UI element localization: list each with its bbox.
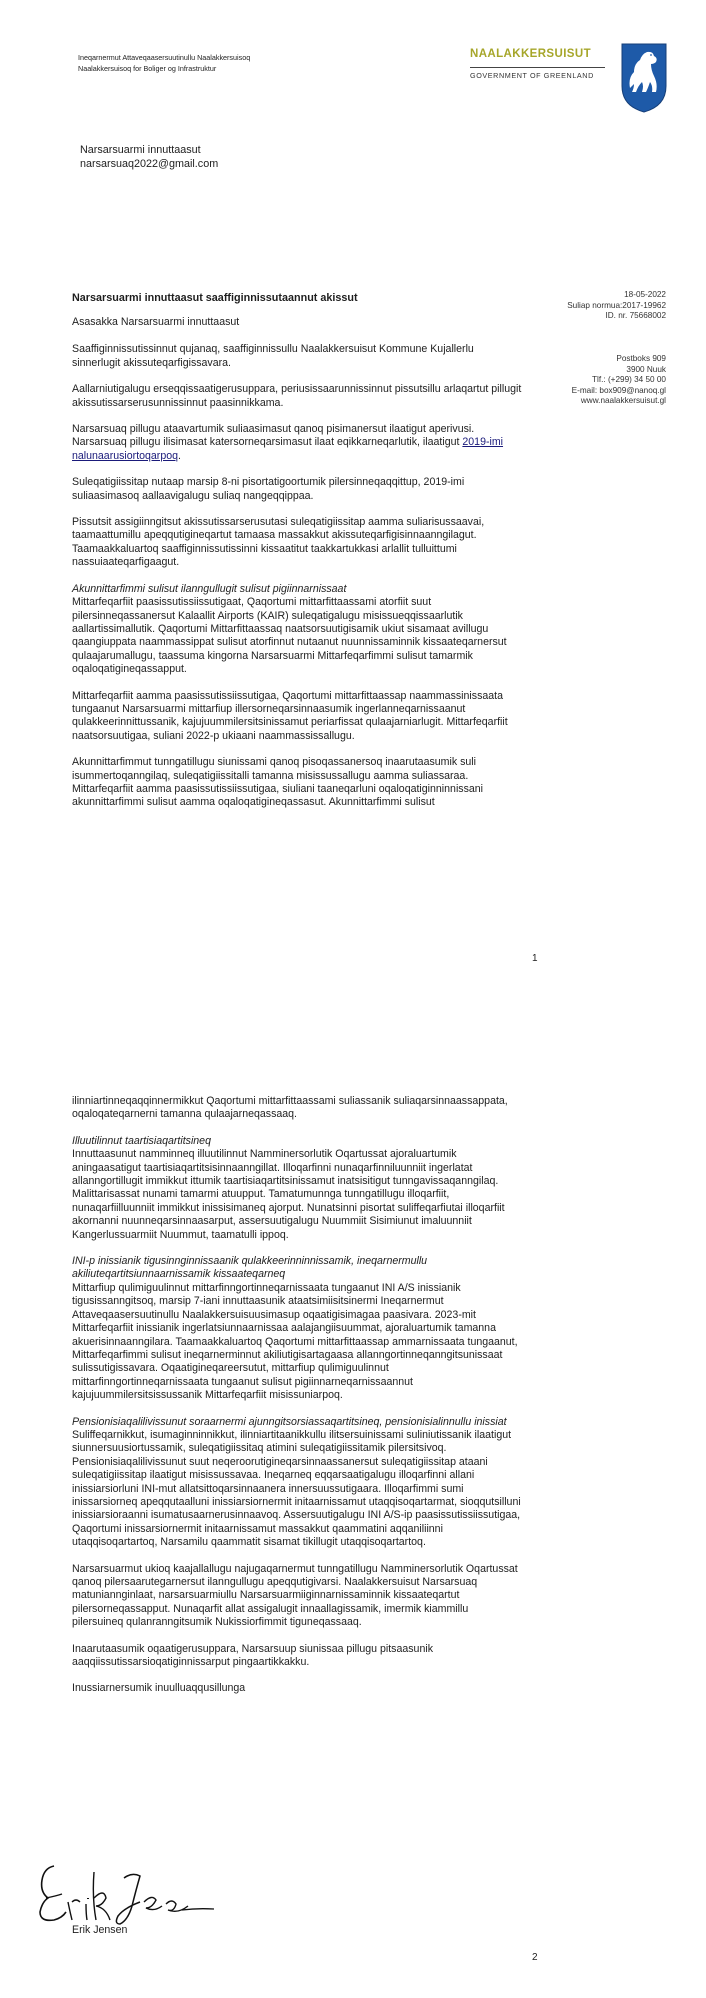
section-heading: Akunnittarfimmi sulisut ilanngullugit sulisut pigiinnarnissaat xyxy=(72,582,347,595)
letter-meta xyxy=(567,290,666,322)
page-number: 1 xyxy=(532,953,538,964)
ministry-name xyxy=(78,53,250,74)
paragraph: Saaffiginnissutissinnut qujanaq, saaffiginnissullu Naalakkersuisut Kommune Kujallerlu sinnerlugit akissuteqarfigissavara. xyxy=(72,343,474,369)
letter-body-page2 xyxy=(72,1095,522,1696)
page-number: 2 xyxy=(532,1952,538,1963)
salutation: Asasakka Narsarsuarmi innuttaasut xyxy=(72,316,240,328)
brand-divider xyxy=(470,67,605,68)
paragraph-text: Narsarsuaq pillugu ataavartumik suliaasimasut qanoq pisimanersut ilaatigut aperivusi. Narsarsuaq pillugu ilisimasat katersorneqarsimasut ilaat eqikkarneqarlutik, ilaatigut xyxy=(72,423,475,449)
letter-date: 18-05-2022 xyxy=(624,290,666,299)
case-number: Suliap normua:2017-19962 xyxy=(567,300,666,310)
letter-body-page1 xyxy=(72,316,522,823)
ministry-line-danish: Naalakkersuisoq for Boliger og Infrastruktur xyxy=(78,63,217,73)
section-heading: Pensionisiaqalilivissunut soraarnermi ajunngitsorsiassaqartitsineq, pensionisialinnullu inissiat xyxy=(72,1415,507,1428)
ministry-line-greenlandic: Ineqarnermut Attaveqaasersuutinullu Naalakkersuisoq xyxy=(78,53,251,62)
paragraph: Mittarfeqarfiit aamma paasissutissiissutigaa, Qaqortumi mittarfittaassap naammassinissaata tungaanut Narsarsuarmi mittarfiup illersorneqarsinnaasumik ingerlanneqarnissaanut qulakkeerinnittussanik, kajujuummilersitsinissamut periarfissat qulaajarniarlugit. Mittarfeqarfiit naatsorsuutigaa, suliani 2022-p ukiaani naammassissallugu. xyxy=(72,689,508,742)
recipient-block xyxy=(80,143,218,171)
paragraph: Akunnittarfimmut tunngatillugu siunissami qanoq pisoqassanersoq inaarutaasumik suli isummertoqanngilaq, suleqatigiissitalli tamanna misissussallugu aamma suliassaraa. Mittarfeqarfiit aamma paasissutissiissutigaa, siuliani taaneqarluni oqaloqatiginninnissani akunnittarfimmi sulisut aamma oqaloqatigineqassasut. Akunnittarfimmi sulisut xyxy=(72,756,484,809)
government-label: GOVERNMENT OF GREENLAND xyxy=(470,71,594,80)
recipient-email: narsarsuaq2022@gmail.com xyxy=(80,158,219,170)
paragraph xyxy=(72,423,522,463)
city: 3900 Nuuk xyxy=(626,364,666,374)
paragraph: Narsarsuarmut ukioq kaajallallugu najugaqarnermut tunngatillugu Namminersorlutik Oqartussat qanoq pilersaarutegarnersut ilanngullugu apeqqutigivarsi. Naalakkersuisut Narsarsuaq matuniannginlaat, narsarsuarmiullu Narsarsuarmiiginnarnissaminnik kissaateqartut pilersorneqassapput. Nunaqarfit allat assigalugit innaallagissamik, imermik kiammillu pilersuineq qulanranngitsumik Nukissiorfimmit tiguneqassaaq. xyxy=(72,1562,518,1629)
section-heading: INI-p inissianik tigusinnginnissaanik qulakkeerinninnissamik, ineqarnermullu akiliuteqartitsiunnaarnissamik kissaateqarneq xyxy=(72,1255,428,1281)
signer-name: Erik Jensen xyxy=(72,1924,128,1936)
paragraph: Suleqatigiissitap nutaap marsip 8-ni pisortatigoortumik pilersinneqaqqittup, 2019-imi suliaasimasoq aallaavigalugu suliaq nangeqqippaa. xyxy=(72,476,465,502)
paragraph-text: . xyxy=(178,449,181,462)
section-heading: Illuutilinnut taartisiaqartitsineq xyxy=(72,1134,211,1147)
paragraph: Mittarfeqarfiit paasissutissiissutigaat, Qaqortumi mittarfittaassami atorfiit suut pilersinneqassanersut Kalaallit Airports (KAIR) suleqatigalugu misissueqqissaarlutik aallartissimallutik. Qaqortumi Mittarfittaassaq naatsorsuutigisamik ukiut sisamaat avillugu qaangiuppata naammassippat sulisut atorfinnut nutaanut nuunnissaminnik kissaateqarnersut qulaajarumallugu, taassuma kingorna Narsarsuarmi Mittarfeqarfimmi sulisut tamarmik oqaloqatigineqassapput. xyxy=(72,596,507,676)
phone: Tlf.: (+299) 34 50 00 xyxy=(592,375,666,384)
website: www.naalakkersuisut.gl xyxy=(580,396,666,405)
handwritten-signature xyxy=(32,1858,222,1928)
recipient-name: Narsarsuarmi innuttaasut xyxy=(80,144,201,156)
greenland-coat-of-arms-icon xyxy=(620,40,668,114)
postbox: Postboks 909 xyxy=(616,354,666,363)
paragraph: Inaarutaasumik oqaatigerusuppara, Narsarsuup siunissaa pillugu pitsaasunik aaqqiissutissarsioqatiginnissarput pingaartikkakku. xyxy=(72,1642,433,1669)
paragraph: Aallarniutigalugu erseqqissaatigerusuppara, periusissaarunnissinnut pissutsillu arlaqartut pillugit akissutissarserusunnissinnut paasinnikkama. xyxy=(72,383,522,409)
paragraph: ilinniartinneqaqqinnermikkut Qaqortumi mittarfittaassami suliassanik suliaqarsinnaassappata, oqaloqateqarnerni tamanna qulaajarneqassaaq. xyxy=(72,1095,508,1121)
email: E-mail: box909@nanoq.gl xyxy=(571,385,666,395)
paragraph: Mittarfiup qulimiguulinnut mittarfinngortinneqarnissaata tungaanut INI A/S inissianik tigusissanngitsoq, marsip 7-iani innuttaasunik ataatsimiisitsinermi Ineqarnermut Attaveqaasersuutinullu Naalakkersuisuusimasup oqaatigisimagaa paasivara. 2023-mit Mittarfeqarfiit inissianik ingerlatsiunnaarnissaa aalajangiisuummat, ajoraluartumik tamanna akuerisinnaanngilara. Taamaakkaluartoq Qaqortumi mittarfittaassap ammarnissaata tungaanut, Mittarfeqarfimmi sulisut ineqarnerminnut akiliutigisartagaasa allanngortinneqanngitsunissaat sulissutigissavara. Oqaatigineqareersutut, mittarfiup qulimiguulinnut mittarfinngortinneqarnissaata tungaanut sulisut pigiinnarneqarnissaannut kajujuummilersitsissussanik Mittarfeqarfiit misissuniarpoq. xyxy=(72,1281,518,1402)
paragraph: Pissutsit assigiinngitsut akissutissarserusutasi suleqatigiissitap aamma suliarisussaavai, taamaattumillu apeqqutigineqartut tamaasa massakkut akissuteqarfigisinnaanngilagut. Taamaakkaluartoq saaffiginnissutissinni kissaatitut taakkartukkasi arlallit tulluittumi nassuiaateqarfigaagut. xyxy=(72,516,485,569)
paragraph: Suliffeqarnikkut, isumaginninnikkut, ilinniartitaanikkullu ilitsersuinissami suliniutissanik ilaatigut siunnersuusiortussamik, suleqatigiissitaq atimini suleqatigiissitamik pilersitsivoq. Pensionisiaqalilivissunut suut neqeroorutigineqarsinnaassanersut suleqatigiissitap ataani suleqatigiissitap ilaatigut misissussavaa. Ineqarneq eqqarsaatigalugu illoqarfinni allani inissiarsiorluni INI-mut allatsittoqarsinnaanera innersuussutigaara. Illoqarfimmi sumi inissarsiorneq apeqqutaalluni inissiarsiornermit initaarnissamut utaqqisoqartarmat, sioqqutsilluni inissiarsioraanni isumatusaarnerusinnaavoq. Assersuutigalugu INI A/S-ip paasissutissiissutigaa, Qaqortumi inissarsiornermit initaarnissamut massakkut qaammatini aqqaniliinni utaqqisoqartartoq, Narsamilu qaammatit sisamat tikillugit utaqqisoqartartoq. xyxy=(72,1428,521,1549)
sender-address xyxy=(572,354,666,407)
paragraph: Innuttaasunut namminneq illuutilinnut Namminersorlutik Oqartussat ajoraluartumik aningaasatigut taartisiaqartitsisinnaanngillat. Illoqarfinni nunaqarfinniluunniit ingerlatat allanngortillugit immikkut ittumik taartisiaqartitsinissamut inatsisitigut tunngavissaqanngilaq. Malittarisassat nunami tamarmi atuupput. Tamatumunnga tunngatillugu illoqarfiit, nunaqarfiilluunniit immikkut inissisimaneq ajorput. Nunatsinni pisortat suliffeqarfiutai illoqarfiit akornanni nuunneqarsinnaasarput, assersuutigalugu Nuummiit Sisimiunut imaluunniit Kangerlussuarmiit Nuummut, taamatulli ippoq. xyxy=(72,1148,505,1241)
letter-subject: Narsarsuarmi innuttaasut saaffiginnissutaannut akissut xyxy=(72,292,358,304)
report-link[interactable]: 2019-imi nalunaarusiortoqarpoq xyxy=(72,436,504,462)
brand-name: NAALAKKERSUISUT xyxy=(470,48,591,60)
id-number: ID. nr. 75668002 xyxy=(605,311,666,320)
closing: Inussiarnersumik inuulluaqqusillunga xyxy=(72,1682,246,1695)
